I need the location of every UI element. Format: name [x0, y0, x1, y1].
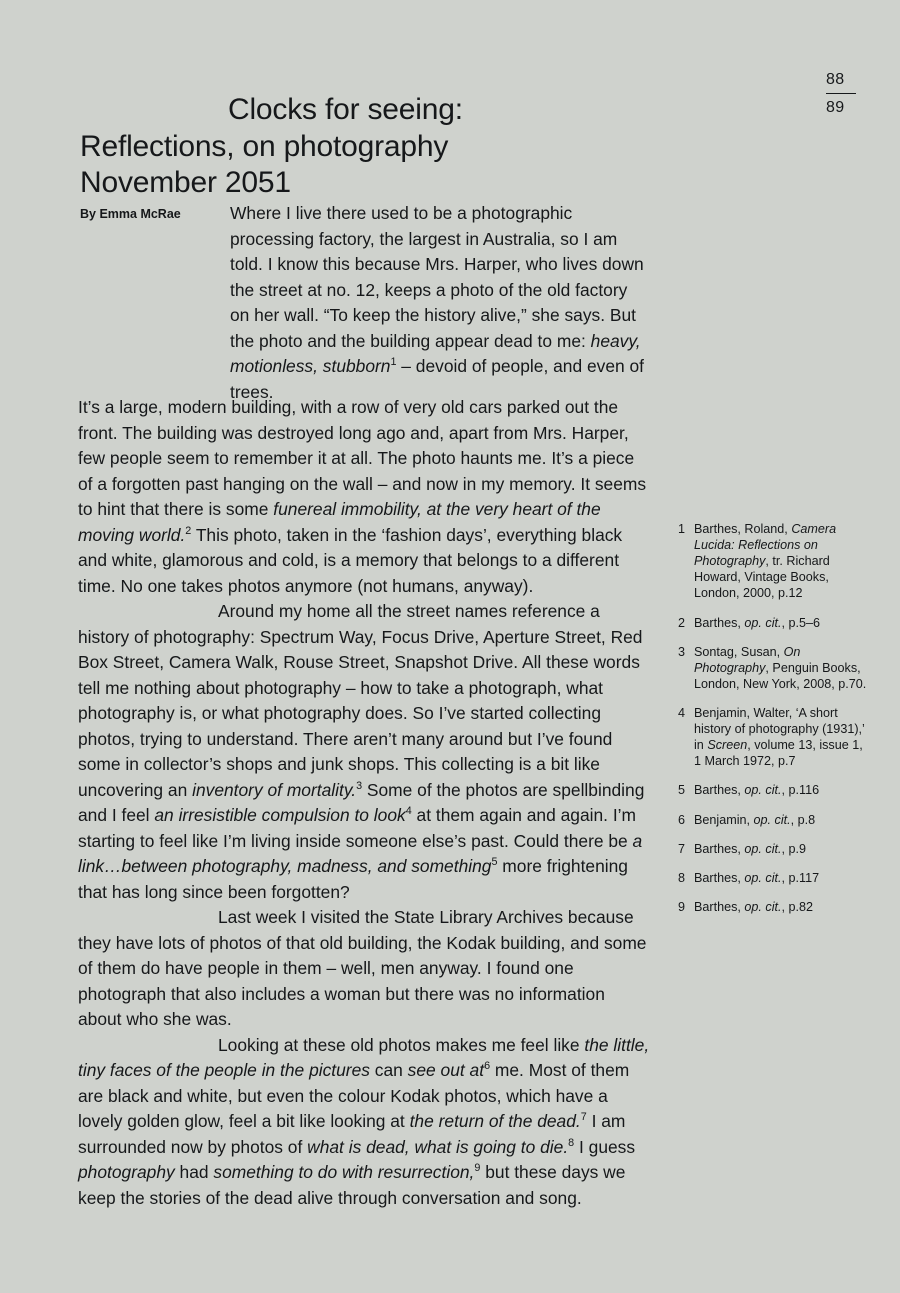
p4-text-b: can [369, 1060, 408, 1080]
footnote-ref-6: 6 [484, 1060, 491, 1073]
footnote-text-post: , volume 13, issue 1, 1 March 1972, p.7 [694, 738, 863, 769]
p4-text-c: me. Most of them are black and white, but even the colour Kodak photos, which have a lovely golden glow, feel a bit like looking at [78, 1060, 630, 1131]
footnote-text [694, 841, 868, 857]
folio-bottom: 89 [826, 99, 845, 117]
footnote-item [678, 812, 868, 828]
footnote-title-italic: On Photography [694, 644, 801, 675]
folio-top: 88 [826, 71, 845, 88]
footnote-ref-2: 2 [185, 524, 192, 537]
p2-text-b: Some of the photos are spellbinding and I feel [78, 779, 645, 825]
footnotes-column [678, 521, 868, 928]
title-line-2: Reflections, on photography [80, 129, 449, 163]
body-paragraph-2 [78, 599, 650, 905]
p4-quote-2: see out at [407, 1060, 485, 1080]
p4-quote-3: the return of the dead. [409, 1111, 581, 1131]
footnote-text-post: , p.5–6 [781, 615, 821, 630]
footnote-item [678, 705, 868, 769]
p1-text-b: This photo, taken in the ‘fashion days’, everything black and white, glamorous and cold, is a memory that belongs to a different time. No one takes photos anymore (not humans, anyway). [78, 524, 623, 596]
title-line-1: Clocks for seeing: [228, 93, 463, 127]
p4-text-g: but these days we keep the stories of the dead alive through conversation and song. [78, 1162, 626, 1208]
footnote-title-italic: op. cit. [753, 812, 791, 827]
footnote-text [694, 782, 868, 798]
footnote-text-post: , p.116 [781, 783, 820, 798]
footnote-number: 5 [678, 783, 686, 798]
body-paragraph-1 [78, 395, 650, 599]
footnote-title-italic: Screen [707, 738, 748, 753]
footnote-text-pre: Barthes, [694, 899, 745, 914]
article-title [80, 92, 700, 202]
footnote-text [694, 705, 868, 769]
p2-quote-2: an irresistible compulsion to look [154, 805, 406, 825]
footnote-item [678, 521, 868, 602]
p4-text-f: had [174, 1162, 214, 1182]
body-paragraph-4 [78, 1033, 650, 1212]
p2-text-c: at them again and again. I’m starting to feel like I’m living inside someone else’s past. Could there be [78, 805, 637, 851]
folio-page-numbers [826, 68, 886, 119]
title-line-3: November 2051 [80, 166, 291, 200]
footnote-text-post: , p.9 [781, 841, 807, 856]
body-paragraph-3 [78, 905, 650, 1033]
footnote-text [694, 899, 868, 915]
footnote-text [694, 644, 868, 692]
footnote-text [694, 870, 868, 886]
intro-text-part-1: Where I live there used to be a photographic processing factory, the largest in Australia, so I am told. I know this because Mrs. Harper, who lives down the street at no. 12, keeps a photo of the old factory on her wall. “To keep the history alive,” she says. But the photo and the building appear dead to me: [230, 203, 644, 351]
footnote-text [694, 615, 868, 631]
footnote-text-pre: Barthes, [694, 870, 745, 885]
footnote-text-pre: Benjamin, Walter, ‘A short history of photography (1931),’ in [694, 705, 865, 753]
footnote-number: 3 [678, 644, 686, 659]
p3-text: Last week I visited the State Library Archives because they have lots of photos of that old building, the Kodak building, and some of them do have people in them – well, men anyway. I found one photograph that also includes a woman but there was no information about who she was. [78, 907, 647, 1029]
footnote-text-post: , p.8 [790, 812, 816, 827]
p2-text-d: more frightening that has long since been forgotten? [78, 856, 628, 902]
footnote-title-italic: op. cit. [744, 615, 782, 630]
footnote-ref-5: 5 [491, 856, 498, 869]
footnote-text-pre: Barthes, [694, 783, 745, 798]
p2-text-a: Around my home all the street names reference a history of photography: Spectrum Way, Focus Drive, Aperture Street, Red Box Street, Camera Walk, Rouse Street, Snapshot Drive. All these words tell me nothing about photography – how to take a photograph, what photography is, or what photography does. So I’ve started collecting photos, trying to understand. There aren’t many around but I’ve found some in collector’s shops and junk shops. This collecting is a bit like uncovering an [78, 601, 643, 800]
footnote-item [678, 841, 868, 857]
p4-text-d: I am surrounded now by photos of [78, 1111, 626, 1157]
footnote-number: 2 [678, 615, 686, 630]
footnote-number: 4 [678, 705, 686, 720]
p1-text-a: It’s a large, modern building, with a row of very old cars parked out the front. The building was destroyed long ago and, apart from Mrs. Harper, few people seem to remember it at all. The photo haunts me. It’s a piece of a forgotten past hanging on the wall – and now in my memory. It seems to hint that there is some [78, 397, 647, 519]
footnote-number: 6 [678, 812, 686, 827]
footnote-title-italic: op. cit. [744, 870, 782, 885]
footnote-item [678, 782, 868, 798]
footnote-text-post: , p.82 [781, 899, 814, 914]
p4-text-e: I guess [574, 1136, 636, 1157]
article-intro-paragraph [230, 201, 648, 406]
footnote-number: 1 [678, 522, 686, 536]
footnote-text-pre: Sontag, Susan, [694, 644, 784, 659]
footnote-ref-3: 3 [356, 779, 363, 792]
p2-quote-3: a link…between photography, madness, and something [78, 830, 643, 876]
footnote-item [678, 870, 868, 886]
p4-quote-1: the little, tiny faces of the people in the pictures [78, 1034, 650, 1080]
footnote-number: 7 [678, 841, 686, 856]
intro-text-part-2: – devoid of people, and even of trees. [230, 356, 644, 403]
p4-quote-4: what is dead, what is going to die. [307, 1136, 569, 1157]
footnote-text [694, 521, 868, 602]
footnote-title-italic: op. cit. [744, 841, 782, 856]
footnote-text [694, 812, 868, 828]
p1-quote-1: funereal immobility, at the very heart of the moving world. [78, 499, 601, 545]
footnote-ref-4: 4 [405, 805, 412, 818]
footnote-title-italic: op. cit. [744, 783, 782, 798]
footnote-text-post: , p.117 [781, 870, 820, 885]
footnote-title-italic: Camera Lucida: Reflections on Photography [694, 522, 837, 569]
intro-quote-1: heavy, motionless, stubborn [230, 330, 641, 377]
footnote-item [678, 899, 868, 915]
footnote-ref-1: 1 [390, 356, 397, 369]
footnote-text-pre: Barthes, [694, 841, 745, 856]
footnote-text-pre: Barthes, [694, 615, 745, 630]
p4-quote-6: something to do with resurrection, [213, 1162, 475, 1182]
footnote-ref-7: 7 [580, 1111, 587, 1124]
footnote-text-post: , tr. Richard Howard, Vintage Books, London, 2000, p.12 [694, 554, 830, 601]
p4-text-a: Looking at these old photos makes me feel like [218, 1034, 585, 1055]
footnote-text-pre: Barthes, Roland, [694, 522, 792, 536]
footnote-ref-8: 8 [568, 1136, 575, 1149]
footnote-text-post: , Penguin Books, London, New York, 2008, p.70. [694, 660, 867, 691]
footnote-ref-9: 9 [474, 1162, 481, 1175]
article-body [78, 395, 650, 1211]
footnote-item [678, 644, 868, 692]
footnote-text-pre: Benjamin, [694, 812, 754, 827]
p4-quote-5: photography [78, 1162, 175, 1182]
footnote-number: 9 [678, 899, 686, 914]
footnote-number: 8 [678, 870, 686, 885]
footnote-title-italic: op. cit. [744, 899, 782, 914]
article-byline: By Emma McRae [80, 207, 181, 221]
p2-quote-1: inventory of mortality. [192, 779, 357, 800]
footnote-item [678, 615, 868, 631]
folio-rule [826, 93, 856, 94]
